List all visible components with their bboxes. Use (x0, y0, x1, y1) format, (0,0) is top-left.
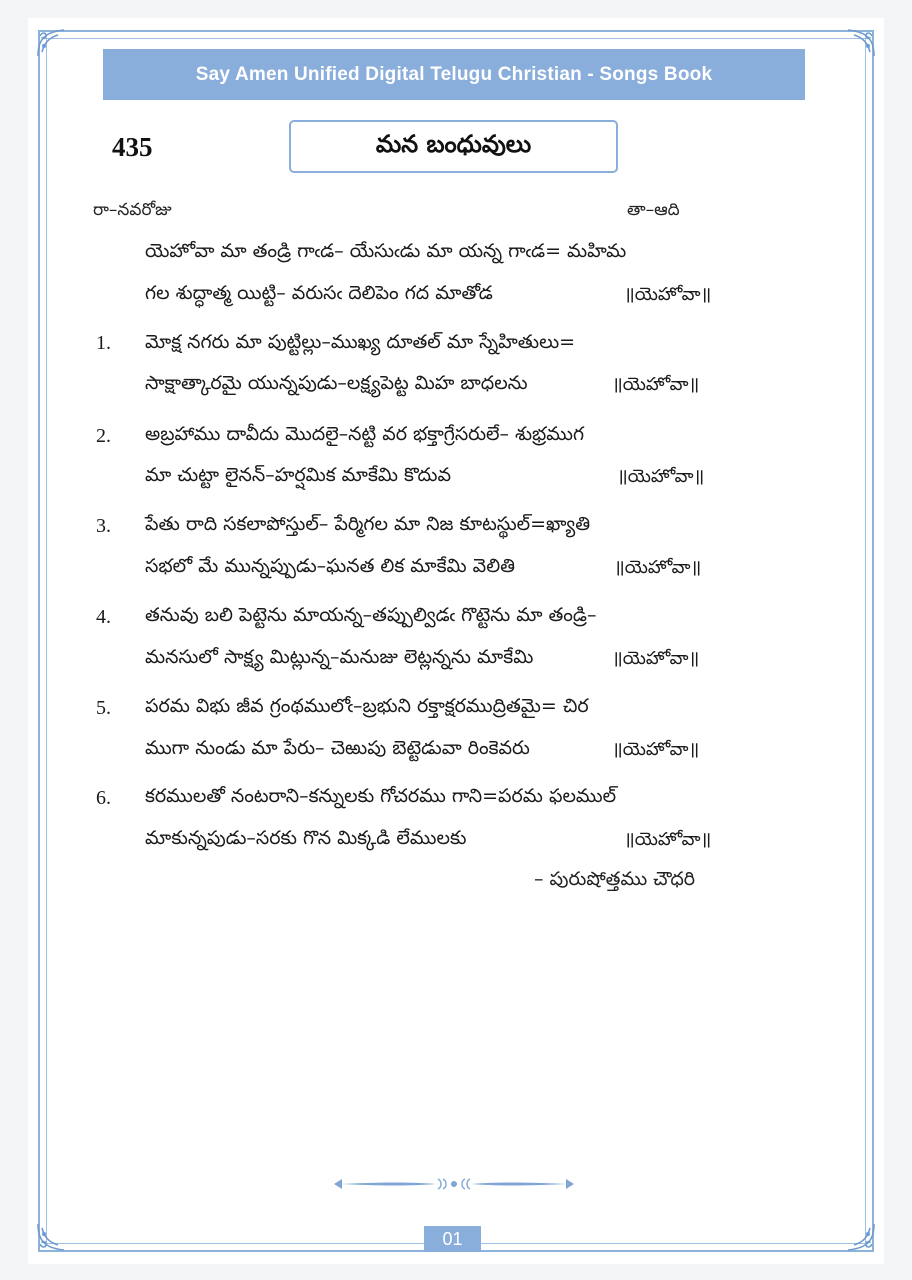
corner-ornament-icon (844, 26, 878, 60)
corner-ornament-icon (34, 26, 68, 60)
verse-refrain: ॥యెహోవా॥ (612, 739, 700, 760)
verse-number: 4. (96, 606, 111, 628)
song-title: మన బంధువులు (375, 129, 532, 158)
page-number-badge (424, 1226, 481, 1252)
header-banner (103, 49, 805, 100)
verse-refrain: ॥యెహోవా॥ (612, 374, 700, 395)
verse-line: కరములతో నంటరాని–కన్నులకు గోచరము గాని=పరమ ఫలముల్ (145, 785, 617, 807)
song-title-box (289, 120, 618, 173)
verse-line: మాకున్నపుడు–సరకు గొన మిక్కడి లేములకు (145, 827, 467, 849)
tala-label: తా–ఆది (627, 200, 680, 220)
verse-line: పేతు రాది సకలాపోస్తుల్– పేర్మిగల మా నిజ కూటస్థుల్=ఖ్యాతి (145, 513, 591, 535)
verse-line: పరమ విభు జీవ గ్రంథములోఁ–బ్రభుని రక్తాక్షరముద్రితమై= చిర (145, 695, 589, 717)
verse-number: 3. (96, 515, 111, 537)
verse-refrain: ॥యెహోవా॥ (612, 648, 700, 669)
book-title: Say Amen Unified Digital Telugu Christian - Songs Book (195, 63, 713, 85)
pallavi-line: యెహోవా మా తండ్రి గాఁడ– యేసుఁడు మా యన్న గాఁడ= మహిమ (145, 240, 627, 262)
verse-number: 1. (96, 332, 111, 354)
ornamental-divider-icon (332, 1175, 576, 1193)
song-number: 435 (112, 132, 153, 162)
verse-line: మా చుట్టా లైనన్–హర్షమిక మాకేమి కొదువ (145, 464, 451, 486)
verse-line: ముగా నుండు మా పేరు– చెఱుపు బెట్టెడువా రింకెవరు (145, 737, 530, 759)
verse-number: 6. (96, 787, 111, 809)
verse-number: 2. (96, 425, 111, 447)
verse-line: అబ్రహాము దావీదు మొదలై–నట్టి వర భక్తాగ్రేసరులే– శుభ్రముగ (145, 423, 585, 445)
verse-line: తనువు బలి పెట్టెను మాయన్న–తప్పుల్విడఁ గొట్టెను మా తండ్రి– (145, 604, 597, 626)
page-number: 01 (442, 1228, 463, 1249)
verse-line: సభలో మే మున్నప్పుడు–ఘనత లిక మాకేమి వెలితి (145, 555, 515, 577)
raga-label: రా–నవరోజు (93, 200, 172, 220)
verse-line: మోక్ష నగరు మా పుట్టిల్లు–ముఖ్య దూతల్ మా స్నేహితులు= (145, 331, 576, 353)
author-credit: – పురుషోత్తము చౌధరి (534, 868, 696, 890)
verse-line: సాక్షాత్కారమై యున్నపుడు–లక్ష్యపెట్ట మిహ బాధలను (145, 372, 528, 394)
verse-line: మనసులో సాక్ష్య మిట్లున్న–మనుజు లెట్లన్నను మాకేమి (145, 646, 534, 668)
verse-number: 5. (96, 697, 111, 719)
pallavi-line: గల శుద్ధాత్మ యిట్టి– వరుసఁ దెలిపెం గద మాతోడ (145, 282, 493, 304)
corner-ornament-icon (34, 1220, 68, 1254)
verse-refrain: ॥యెహోవా॥ (614, 557, 702, 578)
corner-ornament-icon (844, 1220, 878, 1254)
pallavi-refrain: ॥యెహోవా॥ (624, 284, 712, 305)
verse-refrain: ॥యెహోవా॥ (624, 829, 712, 850)
verse-refrain: ॥యెహోవా॥ (617, 466, 705, 487)
